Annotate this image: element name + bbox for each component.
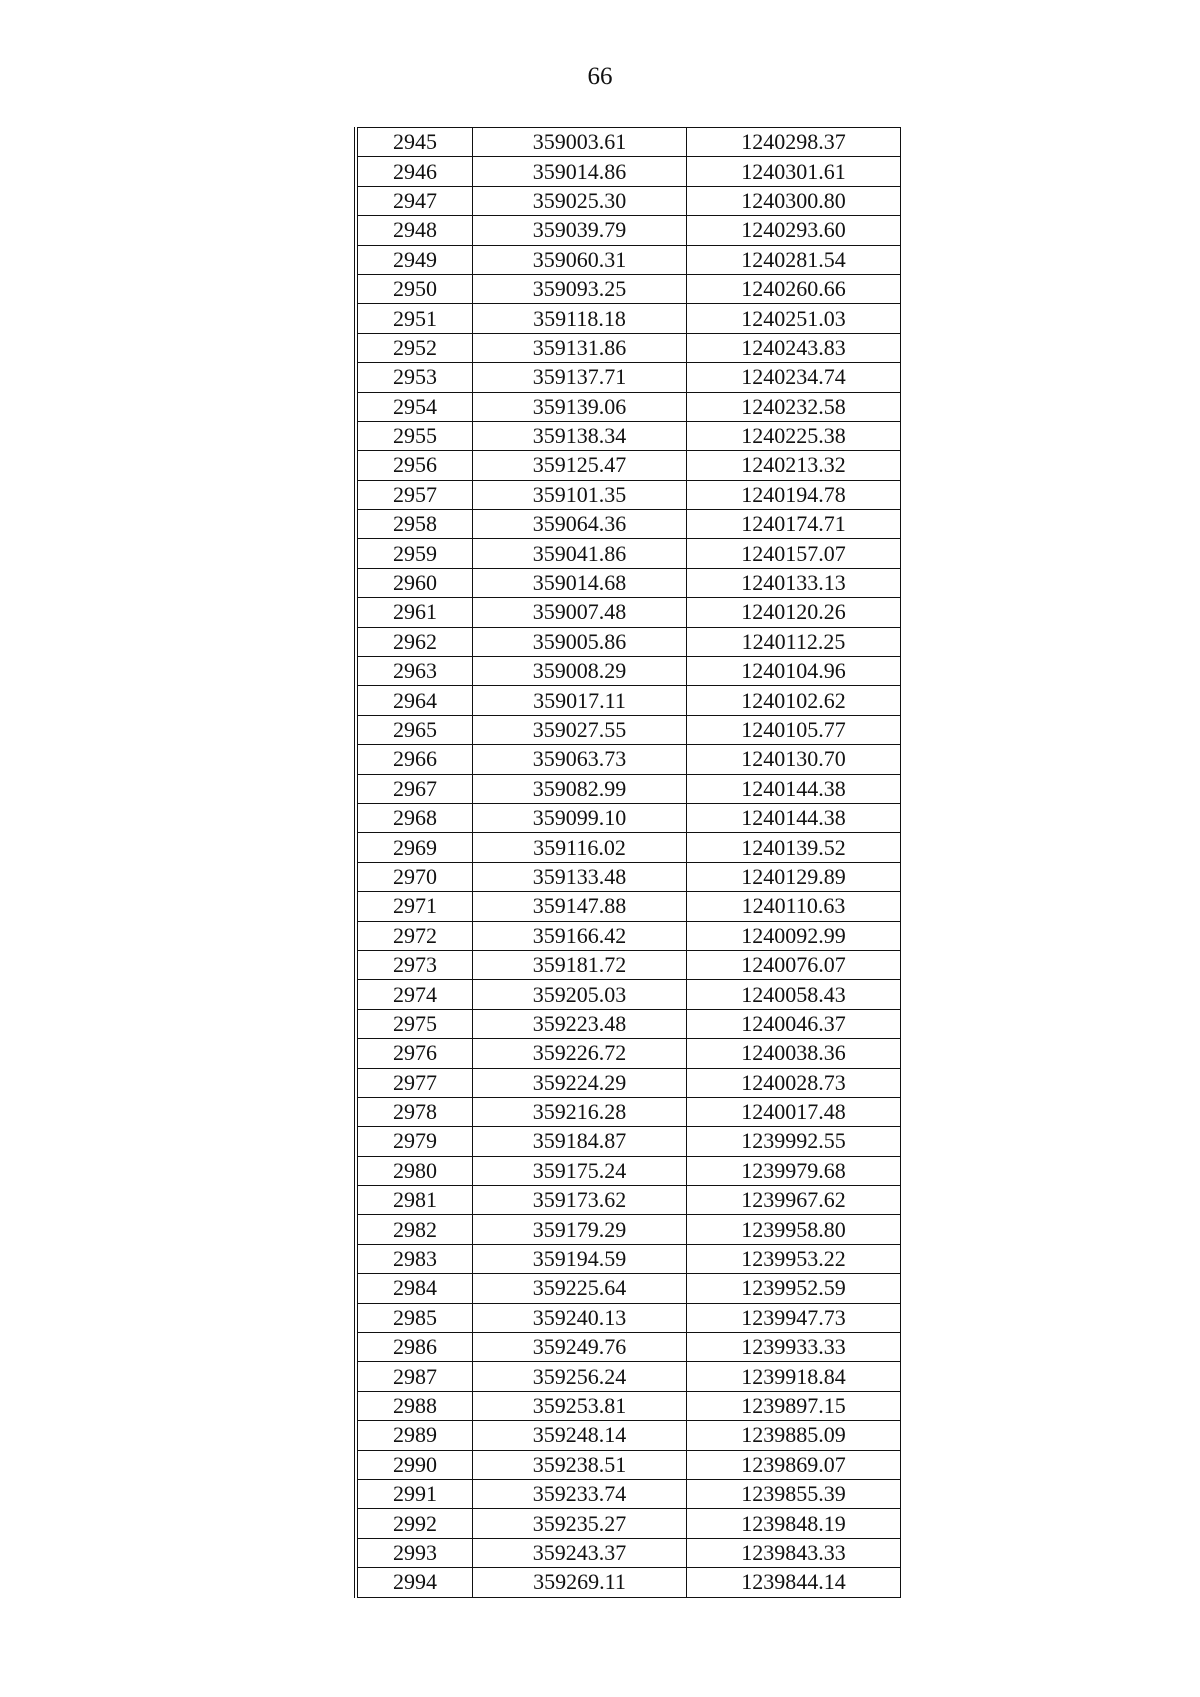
point-number-cell: 2962 xyxy=(356,627,473,656)
table-row xyxy=(356,1391,901,1420)
y-coordinate-cell: 1239855.39 xyxy=(687,1479,901,1508)
table-row xyxy=(356,1362,901,1391)
x-coordinate-cell: 359256.24 xyxy=(473,1362,687,1391)
point-number-cell: 2986 xyxy=(356,1333,473,1362)
point-number-cell: 2955 xyxy=(356,421,473,450)
x-coordinate-cell: 359133.48 xyxy=(473,862,687,891)
y-coordinate-cell: 1239979.68 xyxy=(687,1156,901,1185)
point-number-cell: 2963 xyxy=(356,657,473,686)
y-coordinate-cell: 1240298.37 xyxy=(687,128,901,157)
x-coordinate-cell: 359099.10 xyxy=(473,803,687,832)
table-row xyxy=(356,157,901,186)
point-number-cell: 2970 xyxy=(356,862,473,891)
point-number-cell: 2976 xyxy=(356,1039,473,1068)
x-coordinate-cell: 359226.72 xyxy=(473,1039,687,1068)
x-coordinate-cell: 359014.68 xyxy=(473,568,687,597)
table-row xyxy=(356,1039,901,1068)
y-coordinate-cell: 1239933.33 xyxy=(687,1333,901,1362)
x-coordinate-cell: 359249.76 xyxy=(473,1333,687,1362)
table-row xyxy=(356,627,901,656)
x-coordinate-cell: 359224.29 xyxy=(473,1068,687,1097)
x-coordinate-cell: 359093.25 xyxy=(473,274,687,303)
table-row xyxy=(356,186,901,215)
point-number-cell: 2950 xyxy=(356,274,473,303)
point-number-cell: 2990 xyxy=(356,1450,473,1479)
x-coordinate-cell: 359235.27 xyxy=(473,1509,687,1538)
y-coordinate-cell: 1240300.80 xyxy=(687,186,901,215)
y-coordinate-cell: 1239953.22 xyxy=(687,1244,901,1273)
x-coordinate-cell: 359039.79 xyxy=(473,216,687,245)
table-row xyxy=(356,833,901,862)
table-row xyxy=(356,686,901,715)
point-number-cell: 2980 xyxy=(356,1156,473,1185)
table-row xyxy=(356,451,901,480)
y-coordinate-cell: 1240110.63 xyxy=(687,892,901,921)
x-coordinate-cell: 359248.14 xyxy=(473,1421,687,1450)
table-row xyxy=(356,1127,901,1156)
x-coordinate-cell: 359017.11 xyxy=(473,686,687,715)
y-coordinate-cell: 1239992.55 xyxy=(687,1127,901,1156)
point-number-cell: 2957 xyxy=(356,480,473,509)
x-coordinate-cell: 359269.11 xyxy=(473,1568,687,1597)
x-coordinate-cell: 359063.73 xyxy=(473,745,687,774)
table-row xyxy=(356,950,901,979)
x-coordinate-cell: 359253.81 xyxy=(473,1391,687,1420)
y-coordinate-cell: 1239843.33 xyxy=(687,1538,901,1567)
point-number-cell: 2994 xyxy=(356,1568,473,1597)
x-coordinate-cell: 359064.36 xyxy=(473,510,687,539)
table-row xyxy=(356,333,901,362)
y-coordinate-cell: 1240225.38 xyxy=(687,421,901,450)
x-coordinate-cell: 359007.48 xyxy=(473,598,687,627)
x-coordinate-cell: 359060.31 xyxy=(473,245,687,274)
y-coordinate-cell: 1239967.62 xyxy=(687,1186,901,1215)
point-number-cell: 2974 xyxy=(356,980,473,1009)
table-row xyxy=(356,1215,901,1244)
y-coordinate-cell: 1240129.89 xyxy=(687,862,901,891)
y-coordinate-cell: 1240038.36 xyxy=(687,1039,901,1068)
point-number-cell: 2959 xyxy=(356,539,473,568)
point-number-cell: 2988 xyxy=(356,1391,473,1420)
y-coordinate-cell: 1240260.66 xyxy=(687,274,901,303)
y-coordinate-cell: 1240076.07 xyxy=(687,950,901,979)
x-coordinate-cell: 359175.24 xyxy=(473,1156,687,1185)
x-coordinate-cell: 359181.72 xyxy=(473,950,687,979)
y-coordinate-cell: 1240092.99 xyxy=(687,921,901,950)
y-coordinate-cell: 1240130.70 xyxy=(687,745,901,774)
y-coordinate-cell: 1240133.13 xyxy=(687,568,901,597)
table-row xyxy=(356,128,901,157)
y-coordinate-cell: 1240144.38 xyxy=(687,803,901,832)
table-row xyxy=(356,1421,901,1450)
point-number-cell: 2964 xyxy=(356,686,473,715)
x-coordinate-cell: 359216.28 xyxy=(473,1097,687,1126)
x-coordinate-cell: 359205.03 xyxy=(473,980,687,1009)
point-number-cell: 2945 xyxy=(393,129,437,155)
point-number-cell: 2951 xyxy=(356,304,473,333)
table-row xyxy=(356,715,901,744)
y-coordinate-cell: 1239885.09 xyxy=(687,1421,901,1450)
table-row xyxy=(356,1479,901,1508)
x-coordinate-cell: 359118.18 xyxy=(473,304,687,333)
table-row xyxy=(356,1274,901,1303)
x-coordinate-cell: 359137.71 xyxy=(473,363,687,392)
table-row xyxy=(356,1450,901,1479)
point-number-cell: 2952 xyxy=(356,333,473,362)
table-row xyxy=(356,745,901,774)
y-coordinate-cell: 1239918.84 xyxy=(687,1362,901,1391)
x-coordinate-cell: 359194.59 xyxy=(473,1244,687,1273)
point-number-cell: 2948 xyxy=(356,216,473,245)
y-coordinate-cell: 1240174.71 xyxy=(687,510,901,539)
point-number-cell: 2946 xyxy=(356,157,473,186)
x-coordinate-cell: 359225.64 xyxy=(473,1274,687,1303)
y-coordinate-cell: 1240157.07 xyxy=(687,539,901,568)
y-coordinate-cell: 1240251.03 xyxy=(687,304,901,333)
y-coordinate-cell: 1239897.15 xyxy=(687,1391,901,1420)
table-row xyxy=(356,274,901,303)
y-coordinate-cell: 1240028.73 xyxy=(687,1068,901,1097)
y-coordinate-cell: 1240112.25 xyxy=(687,627,901,656)
table-row xyxy=(356,1568,901,1597)
point-number-cell: 2991 xyxy=(356,1479,473,1508)
table-row xyxy=(356,892,901,921)
x-coordinate-cell: 359233.74 xyxy=(473,1479,687,1508)
table-row xyxy=(356,510,901,539)
table-row xyxy=(356,774,901,803)
y-coordinate-cell: 1240120.26 xyxy=(687,598,901,627)
point-number-cell: 2958 xyxy=(356,510,473,539)
point-number-cell: 2989 xyxy=(356,1421,473,1450)
point-number-cell: 2984 xyxy=(356,1274,473,1303)
point-number-cell: 2961 xyxy=(356,598,473,627)
point-number-cell: 2954 xyxy=(356,392,473,421)
point-number-cell: 2979 xyxy=(356,1127,473,1156)
point-number-cell: 2960 xyxy=(356,568,473,597)
y-coordinate-cell: 1240293.60 xyxy=(687,216,901,245)
y-coordinate-cell: 1239952.59 xyxy=(687,1274,901,1303)
y-coordinate-cell: 1240139.52 xyxy=(687,833,901,862)
point-number-cell: 2956 xyxy=(356,451,473,480)
y-coordinate-cell: 1240243.83 xyxy=(687,333,901,362)
x-coordinate-cell: 359101.35 xyxy=(473,480,687,509)
x-coordinate-cell: 359179.29 xyxy=(473,1215,687,1244)
point-number-cell: 2992 xyxy=(356,1509,473,1538)
table-row xyxy=(356,1186,901,1215)
table-row xyxy=(356,304,901,333)
table-row xyxy=(356,1303,901,1332)
x-coordinate-cell: 359166.42 xyxy=(473,921,687,950)
table-row xyxy=(356,1156,901,1185)
y-coordinate-cell: 1240234.74 xyxy=(687,363,901,392)
table-row xyxy=(356,1509,901,1538)
point-number-cell: 2985 xyxy=(356,1303,473,1332)
x-coordinate-cell: 359116.02 xyxy=(473,833,687,862)
x-coordinate-cell: 359014.86 xyxy=(473,157,687,186)
y-coordinate-cell: 1240058.43 xyxy=(687,980,901,1009)
x-coordinate-cell: 359003.61 xyxy=(473,128,687,157)
x-coordinate-cell: 359184.87 xyxy=(473,1127,687,1156)
x-coordinate-cell: 359138.34 xyxy=(473,421,687,450)
y-coordinate-cell: 1239844.14 xyxy=(687,1568,901,1597)
x-coordinate-cell: 359005.86 xyxy=(473,627,687,656)
x-coordinate-cell: 359025.30 xyxy=(473,186,687,215)
y-coordinate-cell: 1239869.07 xyxy=(687,1450,901,1479)
x-coordinate-cell: 359223.48 xyxy=(473,1009,687,1038)
point-number-cell: 2978 xyxy=(356,1097,473,1126)
x-coordinate-cell: 359125.47 xyxy=(473,451,687,480)
point-number-cell: 2971 xyxy=(356,892,473,921)
point-number-cell: 2987 xyxy=(356,1362,473,1391)
table-row xyxy=(356,480,901,509)
y-coordinate-cell: 1240281.54 xyxy=(687,245,901,274)
x-coordinate-cell: 359041.86 xyxy=(473,539,687,568)
x-coordinate-cell: 359131.86 xyxy=(473,333,687,362)
table-row xyxy=(356,1333,901,1362)
point-number-cell: 2947 xyxy=(356,186,473,215)
table-row xyxy=(356,657,901,686)
point-number-cell: 2973 xyxy=(356,950,473,979)
x-coordinate-cell: 359008.29 xyxy=(473,657,687,686)
y-coordinate-cell: 1240046.37 xyxy=(687,1009,901,1038)
table-row xyxy=(356,363,901,392)
x-coordinate-cell: 359082.99 xyxy=(473,774,687,803)
table-row xyxy=(356,1244,901,1273)
point-number-cell: 2993 xyxy=(356,1538,473,1567)
table-row xyxy=(356,1068,901,1097)
point-number-cell: 2981 xyxy=(356,1186,473,1215)
point-number-cell: 2967 xyxy=(356,774,473,803)
table-row xyxy=(356,803,901,832)
x-coordinate-cell: 359139.06 xyxy=(473,392,687,421)
y-coordinate-cell: 1240194.78 xyxy=(687,480,901,509)
x-coordinate-cell: 359147.88 xyxy=(473,892,687,921)
table-row xyxy=(356,1097,901,1126)
y-coordinate-cell: 1240213.32 xyxy=(687,451,901,480)
table-row xyxy=(356,921,901,950)
point-number-cell: 2969 xyxy=(356,833,473,862)
page-number: 66 xyxy=(587,63,613,90)
coordinates-table-body xyxy=(356,128,901,1598)
point-number-cell: 2982 xyxy=(356,1215,473,1244)
y-coordinate-cell: 1240105.77 xyxy=(687,715,901,744)
point-number-cell: 2977 xyxy=(356,1068,473,1097)
x-coordinate-cell: 359173.62 xyxy=(473,1186,687,1215)
table-row xyxy=(356,245,901,274)
y-coordinate-cell: 1240232.58 xyxy=(687,392,901,421)
x-coordinate-cell: 359243.37 xyxy=(473,1538,687,1567)
point-number-cell: 2966 xyxy=(356,745,473,774)
table-row xyxy=(356,539,901,568)
y-coordinate-cell: 1239958.80 xyxy=(687,1215,901,1244)
y-coordinate-cell: 1240104.96 xyxy=(687,657,901,686)
table-row xyxy=(356,598,901,627)
point-number-cell: 2953 xyxy=(356,363,473,392)
table-row xyxy=(356,421,901,450)
point-number-cell: 2972 xyxy=(356,921,473,950)
table-row xyxy=(356,862,901,891)
point-number-cell: 2965 xyxy=(356,715,473,744)
y-coordinate-cell: 1240017.48 xyxy=(687,1097,901,1126)
table-row xyxy=(356,1009,901,1038)
table-row xyxy=(356,392,901,421)
table-row xyxy=(356,980,901,1009)
coordinates-table xyxy=(354,127,901,1598)
point-number-cell: 2968 xyxy=(356,803,473,832)
point-number-cell: 2975 xyxy=(356,1009,473,1038)
y-coordinate-cell: 1240144.38 xyxy=(687,774,901,803)
y-coordinate-cell: 1240301.61 xyxy=(687,157,901,186)
point-number-cell: 2949 xyxy=(356,245,473,274)
x-coordinate-cell: 359238.51 xyxy=(473,1450,687,1479)
table-row xyxy=(356,1538,901,1567)
table-row xyxy=(356,216,901,245)
y-coordinate-cell: 1239848.19 xyxy=(687,1509,901,1538)
x-coordinate-cell: 359240.13 xyxy=(473,1303,687,1332)
x-coordinate-cell: 359027.55 xyxy=(473,715,687,744)
table-row xyxy=(356,568,901,597)
y-coordinate-cell: 1240102.62 xyxy=(687,686,901,715)
point-number-cell: 2983 xyxy=(356,1244,473,1273)
y-coordinate-cell: 1239947.73 xyxy=(687,1303,901,1332)
